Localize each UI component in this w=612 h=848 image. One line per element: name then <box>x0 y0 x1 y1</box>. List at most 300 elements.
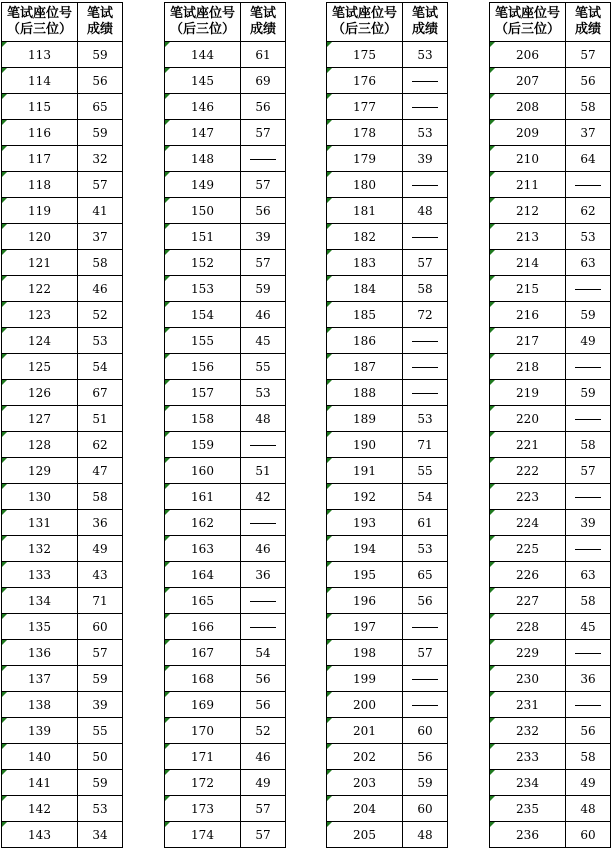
seat-number-cell: 113 <box>2 42 78 68</box>
absent-dash <box>575 367 601 368</box>
score-cell: 43 <box>78 562 123 588</box>
table-row <box>490 328 611 354</box>
seat-number-cell: 167 <box>165 640 241 666</box>
seat-number-cell: 169 <box>165 692 241 718</box>
score-cell: 46 <box>241 302 286 328</box>
absent-dash <box>250 445 276 446</box>
table-row <box>165 588 286 614</box>
score-cell <box>566 354 611 380</box>
seat-number-cell: 140 <box>2 744 78 770</box>
score-header: 笔试 成绩 <box>403 3 448 42</box>
seat-number-cell: 122 <box>2 276 78 302</box>
table-row <box>2 94 123 120</box>
table-row <box>327 822 448 848</box>
seat-number-cell: 208 <box>490 94 566 120</box>
absent-dash <box>412 107 438 108</box>
absent-dash <box>575 497 601 498</box>
seat-number-cell: 227 <box>490 588 566 614</box>
seat-number-cell: 127 <box>2 406 78 432</box>
seat-number-cell: 142 <box>2 796 78 822</box>
score-cell: 48 <box>241 406 286 432</box>
table-row <box>165 432 286 458</box>
table-row <box>490 484 611 510</box>
seat-number-cell: 186 <box>327 328 403 354</box>
seat-number-cell: 210 <box>490 146 566 172</box>
score-cell: 58 <box>566 94 611 120</box>
seat-number-cell: 175 <box>327 42 403 68</box>
seat-number-cell: 192 <box>327 484 403 510</box>
absent-dash <box>412 237 438 238</box>
table-row <box>490 354 611 380</box>
score-cell: 56 <box>241 666 286 692</box>
seat-number-cell: 121 <box>2 250 78 276</box>
table-row <box>2 822 123 848</box>
score-cell: 60 <box>403 796 448 822</box>
seat-number-cell: 194 <box>327 536 403 562</box>
table-row <box>2 718 123 744</box>
seat-number-cell: 124 <box>2 328 78 354</box>
score-cell: 59 <box>241 276 286 302</box>
table-row <box>327 120 448 146</box>
table-row <box>2 172 123 198</box>
seat-number-cell: 232 <box>490 718 566 744</box>
seat-number-cell: 166 <box>165 614 241 640</box>
seat-number-cell: 182 <box>327 224 403 250</box>
table-row <box>327 42 448 68</box>
seat-number-header: 笔试座位号 （后三位） <box>2 3 78 42</box>
seat-number-cell: 131 <box>2 510 78 536</box>
score-cell: 39 <box>241 224 286 250</box>
seat-number-cell: 164 <box>165 562 241 588</box>
table-row <box>165 328 286 354</box>
table-row <box>2 692 123 718</box>
table-row <box>2 120 123 146</box>
table-row <box>165 406 286 432</box>
absent-dash <box>412 185 438 186</box>
table-row <box>327 94 448 120</box>
score-cell: 59 <box>78 120 123 146</box>
score-cell <box>566 536 611 562</box>
seat-number-cell: 129 <box>2 458 78 484</box>
seat-number-cell: 200 <box>327 692 403 718</box>
absent-dash <box>250 159 276 160</box>
score-cell: 51 <box>241 458 286 484</box>
table-row <box>490 796 611 822</box>
score-cell: 45 <box>241 328 286 354</box>
seat-number-cell: 202 <box>327 744 403 770</box>
score-cell: 47 <box>78 458 123 484</box>
score-cell: 62 <box>78 432 123 458</box>
table-row <box>327 796 448 822</box>
table-row <box>2 640 123 666</box>
seat-number-cell: 162 <box>165 510 241 536</box>
score-header: 笔试 成绩 <box>566 3 611 42</box>
score-cell: 59 <box>78 666 123 692</box>
score-cell: 58 <box>566 432 611 458</box>
table-row <box>327 198 448 224</box>
score-cell: 49 <box>78 536 123 562</box>
absent-dash <box>412 367 438 368</box>
seat-number-header: 笔试座位号 （后三位） <box>327 3 403 42</box>
table-row <box>165 250 286 276</box>
absent-dash <box>575 653 601 654</box>
seat-number-cell: 218 <box>490 354 566 380</box>
score-cell: 45 <box>566 614 611 640</box>
absent-dash <box>412 393 438 394</box>
score-cell <box>566 692 611 718</box>
absent-dash <box>412 705 438 706</box>
table-row <box>327 718 448 744</box>
score-table-2 <box>164 2 286 848</box>
score-cell: 57 <box>566 42 611 68</box>
absent-dash <box>412 81 438 82</box>
table-row <box>2 458 123 484</box>
seat-number-cell: 188 <box>327 380 403 406</box>
score-cell: 54 <box>403 484 448 510</box>
seat-number-cell: 228 <box>490 614 566 640</box>
score-cell <box>566 640 611 666</box>
seat-number-cell: 183 <box>327 250 403 276</box>
table-row <box>165 744 286 770</box>
score-cell <box>403 614 448 640</box>
table-row <box>327 68 448 94</box>
score-cell: 48 <box>403 198 448 224</box>
score-cell: 58 <box>78 250 123 276</box>
header-row <box>2 3 123 42</box>
table-row <box>2 406 123 432</box>
seat-number-cell: 213 <box>490 224 566 250</box>
score-cell: 56 <box>566 718 611 744</box>
score-cell: 62 <box>566 198 611 224</box>
table-row <box>165 198 286 224</box>
absent-dash <box>575 185 601 186</box>
absent-dash <box>575 705 601 706</box>
seat-number-cell: 132 <box>2 536 78 562</box>
seat-number-cell: 212 <box>490 198 566 224</box>
table-row <box>2 432 123 458</box>
table-row <box>2 250 123 276</box>
score-cell: 57 <box>403 640 448 666</box>
table-row <box>2 146 123 172</box>
table-row <box>490 432 611 458</box>
seat-number-cell: 178 <box>327 120 403 146</box>
score-cell: 58 <box>78 484 123 510</box>
table-row <box>327 458 448 484</box>
score-cell: 53 <box>241 380 286 406</box>
table-row <box>327 432 448 458</box>
score-cell: 53 <box>566 224 611 250</box>
score-cell: 71 <box>403 432 448 458</box>
score-cell <box>241 146 286 172</box>
table-row <box>490 146 611 172</box>
table-row <box>165 276 286 302</box>
seat-number-cell: 235 <box>490 796 566 822</box>
seat-number-cell: 231 <box>490 692 566 718</box>
table-row <box>327 640 448 666</box>
score-cell <box>241 510 286 536</box>
seat-number-cell: 115 <box>2 94 78 120</box>
score-cell <box>403 172 448 198</box>
score-cell <box>566 406 611 432</box>
score-cell <box>241 432 286 458</box>
table-row <box>490 510 611 536</box>
score-cell: 52 <box>241 718 286 744</box>
score-cell: 49 <box>566 770 611 796</box>
table-row <box>490 536 611 562</box>
table-row <box>490 614 611 640</box>
header-row <box>165 3 286 42</box>
seat-number-cell: 170 <box>165 718 241 744</box>
score-cell: 67 <box>78 380 123 406</box>
table-row <box>2 224 123 250</box>
table-row <box>490 120 611 146</box>
seat-number-cell: 224 <box>490 510 566 536</box>
seat-number-cell: 174 <box>165 822 241 848</box>
seat-number-cell: 180 <box>327 172 403 198</box>
absent-dash <box>250 627 276 628</box>
seat-number-cell: 203 <box>327 770 403 796</box>
table-row <box>327 588 448 614</box>
score-cell: 55 <box>241 354 286 380</box>
score-cell: 57 <box>78 172 123 198</box>
table-row <box>165 302 286 328</box>
table-row <box>2 68 123 94</box>
table-row <box>165 614 286 640</box>
absent-dash <box>412 341 438 342</box>
table-row <box>2 796 123 822</box>
score-cell: 32 <box>78 146 123 172</box>
seat-number-cell: 116 <box>2 120 78 146</box>
table-row <box>2 666 123 692</box>
score-cell: 36 <box>241 562 286 588</box>
table-row <box>327 666 448 692</box>
seat-number-cell: 205 <box>327 822 403 848</box>
score-cell <box>403 224 448 250</box>
score-cell: 59 <box>566 302 611 328</box>
seat-number-cell: 168 <box>165 666 241 692</box>
score-cell <box>403 380 448 406</box>
score-cell: 39 <box>566 510 611 536</box>
absent-dash <box>575 289 601 290</box>
table-row <box>165 666 286 692</box>
seat-number-cell: 136 <box>2 640 78 666</box>
table-row <box>490 276 611 302</box>
table-row <box>2 744 123 770</box>
seat-number-cell: 185 <box>327 302 403 328</box>
score-cell: 55 <box>78 718 123 744</box>
seat-number-header: 笔试座位号 （后三位） <box>165 3 241 42</box>
score-table-4 <box>489 2 611 848</box>
table-row <box>165 94 286 120</box>
absent-dash <box>412 679 438 680</box>
table-row <box>490 42 611 68</box>
seat-number-cell: 216 <box>490 302 566 328</box>
score-cell: 56 <box>241 692 286 718</box>
seat-number-cell: 119 <box>2 198 78 224</box>
score-table-1 <box>1 2 123 848</box>
score-cell: 63 <box>566 562 611 588</box>
table-row <box>327 172 448 198</box>
table-row <box>327 614 448 640</box>
seat-number-cell: 134 <box>2 588 78 614</box>
score-cell: 65 <box>78 94 123 120</box>
seat-number-cell: 156 <box>165 354 241 380</box>
seat-number-cell: 206 <box>490 42 566 68</box>
score-cell: 58 <box>566 588 611 614</box>
score-cell: 53 <box>78 796 123 822</box>
table-row <box>2 536 123 562</box>
table-row <box>165 458 286 484</box>
table-row <box>490 718 611 744</box>
score-cell: 49 <box>566 328 611 354</box>
seat-number-cell: 154 <box>165 302 241 328</box>
score-cell: 46 <box>241 536 286 562</box>
seat-number-cell: 137 <box>2 666 78 692</box>
score-cell <box>241 588 286 614</box>
seat-number-cell: 176 <box>327 68 403 94</box>
seat-number-cell: 135 <box>2 614 78 640</box>
score-cell: 56 <box>241 94 286 120</box>
seat-number-cell: 151 <box>165 224 241 250</box>
absent-dash <box>250 601 276 602</box>
table-row <box>490 172 611 198</box>
table-row <box>490 770 611 796</box>
seat-number-cell: 229 <box>490 640 566 666</box>
table-row <box>490 640 611 666</box>
score-cell <box>403 94 448 120</box>
score-cell: 60 <box>403 718 448 744</box>
score-cell: 34 <box>78 822 123 848</box>
score-cell: 39 <box>78 692 123 718</box>
seat-number-cell: 207 <box>490 68 566 94</box>
score-cell: 53 <box>403 536 448 562</box>
absent-dash <box>412 627 438 628</box>
score-cell: 57 <box>566 458 611 484</box>
absent-dash <box>575 549 601 550</box>
table-row <box>327 380 448 406</box>
seat-number-cell: 114 <box>2 68 78 94</box>
score-header: 笔试 成绩 <box>78 3 123 42</box>
seat-number-cell: 179 <box>327 146 403 172</box>
seat-number-cell: 123 <box>2 302 78 328</box>
seat-number-cell: 189 <box>327 406 403 432</box>
seat-number-cell: 197 <box>327 614 403 640</box>
seat-number-cell: 143 <box>2 822 78 848</box>
seat-number-cell: 146 <box>165 94 241 120</box>
table-row <box>165 354 286 380</box>
seat-number-cell: 204 <box>327 796 403 822</box>
table-row <box>165 172 286 198</box>
score-cell: 36 <box>566 666 611 692</box>
seat-number-cell: 159 <box>165 432 241 458</box>
seat-number-cell: 225 <box>490 536 566 562</box>
score-cell: 57 <box>403 250 448 276</box>
seat-number-cell: 160 <box>165 458 241 484</box>
table-row <box>327 562 448 588</box>
table-row <box>2 588 123 614</box>
table-row <box>490 588 611 614</box>
score-cell: 63 <box>566 250 611 276</box>
score-cell: 56 <box>78 68 123 94</box>
table-row <box>490 666 611 692</box>
seat-number-cell: 161 <box>165 484 241 510</box>
score-cell: 54 <box>78 354 123 380</box>
seat-number-cell: 145 <box>165 68 241 94</box>
score-cell: 52 <box>78 302 123 328</box>
seat-number-cell: 149 <box>165 172 241 198</box>
table-row <box>165 822 286 848</box>
seat-number-cell: 181 <box>327 198 403 224</box>
table-row <box>165 718 286 744</box>
table-row <box>490 562 611 588</box>
table-row <box>2 380 123 406</box>
table-row <box>165 796 286 822</box>
table-row <box>490 302 611 328</box>
seat-number-cell: 191 <box>327 458 403 484</box>
seat-number-cell: 173 <box>165 796 241 822</box>
table-row <box>165 562 286 588</box>
table-row <box>490 198 611 224</box>
seat-number-cell: 117 <box>2 146 78 172</box>
score-cell <box>403 68 448 94</box>
seat-number-cell: 190 <box>327 432 403 458</box>
seat-number-cell: 223 <box>490 484 566 510</box>
seat-number-cell: 163 <box>165 536 241 562</box>
score-cell: 71 <box>78 588 123 614</box>
score-cell: 59 <box>78 42 123 68</box>
table-row <box>490 744 611 770</box>
score-cell: 37 <box>78 224 123 250</box>
table-row <box>490 94 611 120</box>
score-cell: 56 <box>403 744 448 770</box>
score-cell <box>566 484 611 510</box>
table-row <box>490 406 611 432</box>
table-row <box>327 536 448 562</box>
seat-number-cell: 230 <box>490 666 566 692</box>
score-cell: 48 <box>403 822 448 848</box>
seat-number-cell: 234 <box>490 770 566 796</box>
score-cell: 57 <box>241 172 286 198</box>
score-cell: 57 <box>241 796 286 822</box>
absent-dash <box>575 419 601 420</box>
seat-number-cell: 209 <box>490 120 566 146</box>
seat-number-cell: 172 <box>165 770 241 796</box>
seat-number-cell: 150 <box>165 198 241 224</box>
table-row <box>165 120 286 146</box>
seat-number-cell: 158 <box>165 406 241 432</box>
table-row <box>165 510 286 536</box>
table-row <box>327 484 448 510</box>
score-header: 笔试 成绩 <box>241 3 286 42</box>
seat-number-cell: 177 <box>327 94 403 120</box>
table-row <box>490 822 611 848</box>
score-cell <box>403 666 448 692</box>
seat-number-cell: 165 <box>165 588 241 614</box>
seat-number-cell: 236 <box>490 822 566 848</box>
score-cell: 56 <box>241 198 286 224</box>
table-row <box>165 42 286 68</box>
table-row <box>2 198 123 224</box>
table-row <box>327 328 448 354</box>
seat-number-cell: 126 <box>2 380 78 406</box>
score-cell <box>403 692 448 718</box>
seat-number-cell: 195 <box>327 562 403 588</box>
score-cell <box>566 172 611 198</box>
score-cell: 65 <box>403 562 448 588</box>
table-row <box>2 276 123 302</box>
seat-number-cell: 215 <box>490 276 566 302</box>
seat-number-cell: 141 <box>2 770 78 796</box>
